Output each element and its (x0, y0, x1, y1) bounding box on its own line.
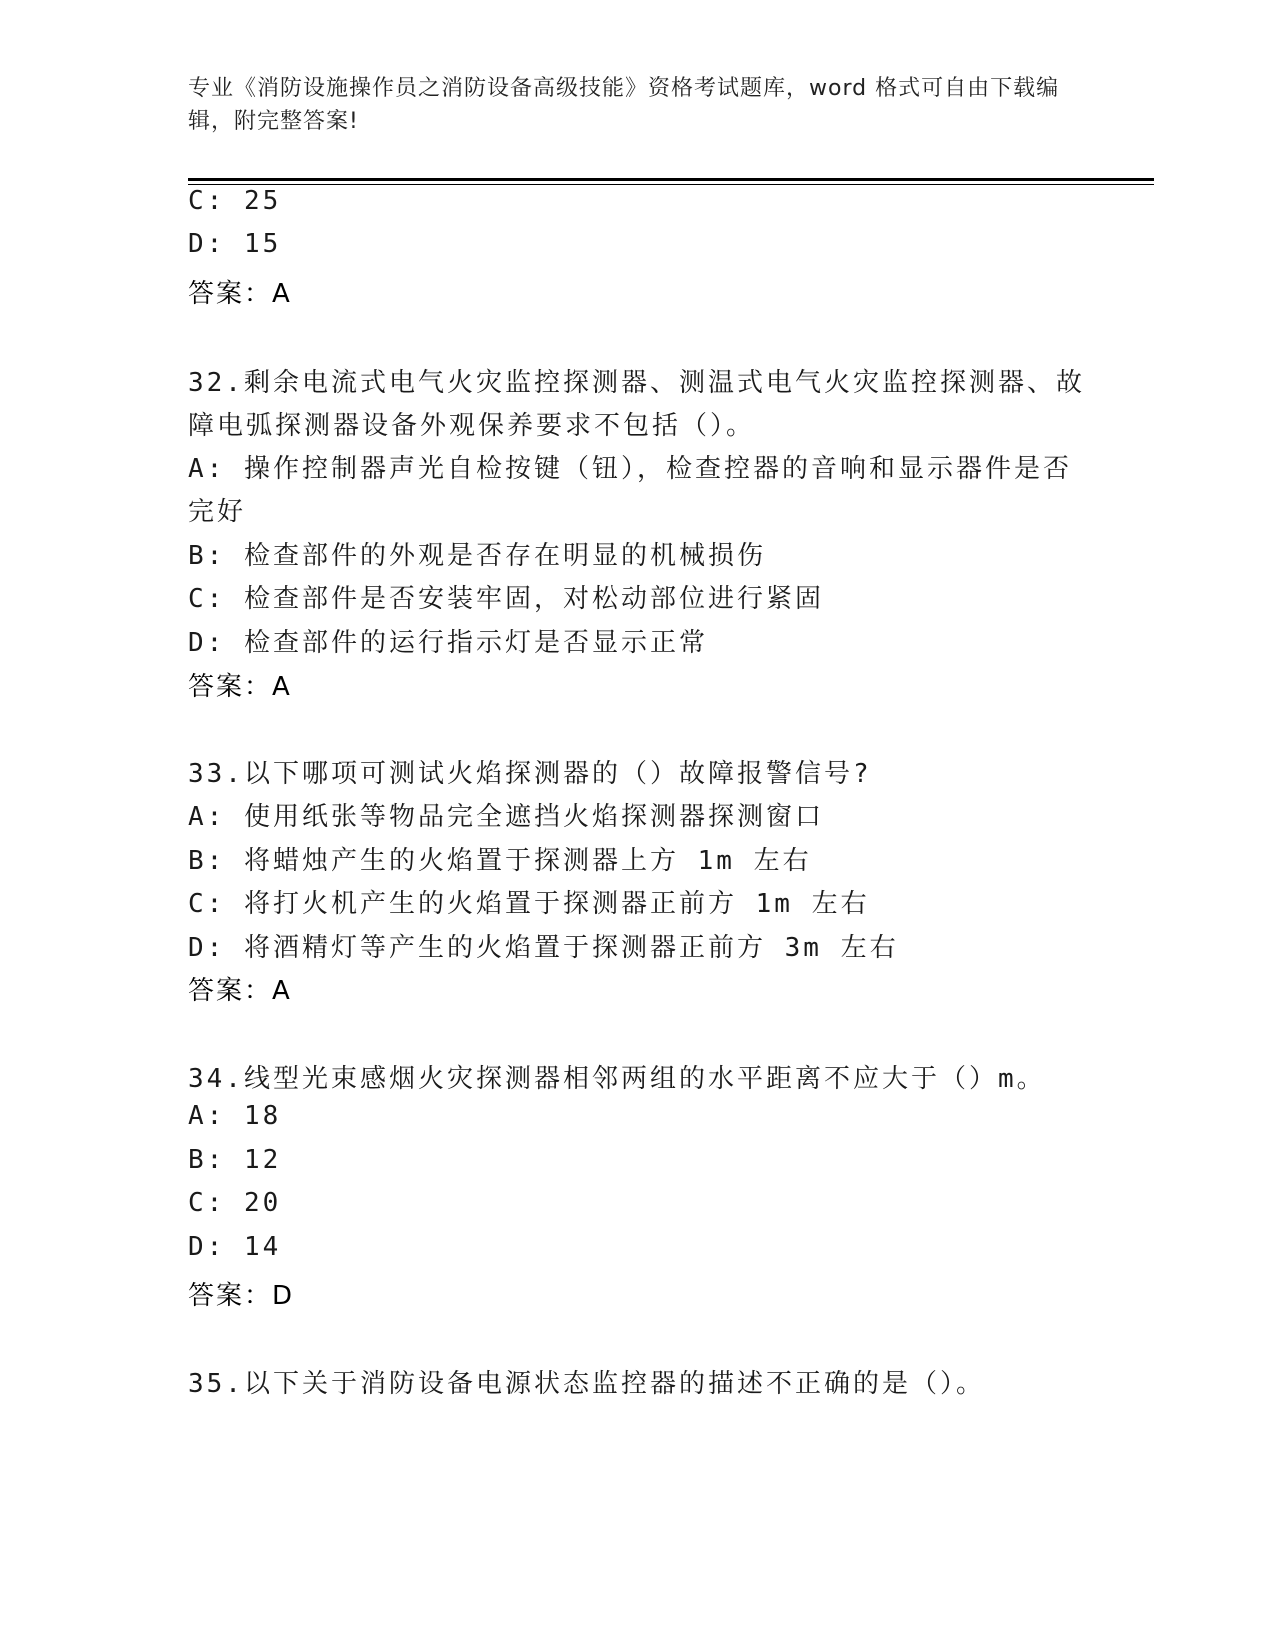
header-rule-thin (188, 184, 1154, 185)
answer-33: 答案：A (188, 976, 292, 1006)
question-32-option-a-line-2: 完好 (188, 497, 247, 527)
answer-32: 答案：A (188, 672, 292, 702)
document-header: 专业《消防设施操作员之消防设备高级技能》资格考试题库，word 格式可自由下载编辑，附完整答案! (188, 76, 1060, 134)
question-32-option-a-line-1: A: 操作控制器声光自检按键（钮），检查控器的音响和显示器件是否 (188, 454, 1072, 484)
question-34: 34.线型光束感烟火灾探测器相邻两组的水平距离不应大于（）m。 (188, 1064, 1046, 1094)
question-35: 35.以下关于消防设备电源状态监控器的描述不正确的是（）。 (188, 1369, 985, 1399)
option-c: C: 25 (188, 186, 282, 216)
question-32-line-2: 障电弧探测器设备外观保养要求不包括（）。 (188, 411, 756, 441)
question-32-option-c: C: 检查部件是否安装牢固，对松动部位进行紧固 (188, 584, 824, 614)
question-32-option-b: B: 检查部件的外观是否存在明显的机械损伤 (188, 541, 766, 571)
question-34-option-a: A: 18 (188, 1101, 282, 1131)
question-33-option-a: A: 使用纸张等物品完全遮挡火焰探测器探测窗口 (188, 802, 824, 832)
question-32-line-1: 32.剩余电流式电气火灾监控探测器、测温式电气火灾监控探测器、故 (188, 368, 1085, 398)
question-32-option-d: D: 检查部件的运行指示灯是否显示正常 (188, 628, 708, 658)
question-33-option-b: B: 将蜡烛产生的火焰置于探测器上方 1m 左右 (188, 846, 812, 876)
question-34-option-d: D: 14 (188, 1232, 282, 1262)
question-34-option-b: B: 12 (188, 1145, 282, 1175)
answer-34: 答案：D (188, 1281, 295, 1311)
question-34-option-c: C: 20 (188, 1188, 282, 1218)
option-d: D: 15 (188, 229, 282, 259)
question-33-option-c: C: 将打火机产生的火焰置于探测器正前方 1m 左右 (188, 889, 870, 919)
header-rule-thick (188, 178, 1154, 181)
question-33-option-d: D: 将酒精灯等产生的火焰置于探测器正前方 3m 左右 (188, 933, 899, 963)
answer-31: 答案：A (188, 279, 292, 309)
question-33: 33.以下哪项可测试火焰探测器的（）故障报警信号? (188, 759, 872, 789)
